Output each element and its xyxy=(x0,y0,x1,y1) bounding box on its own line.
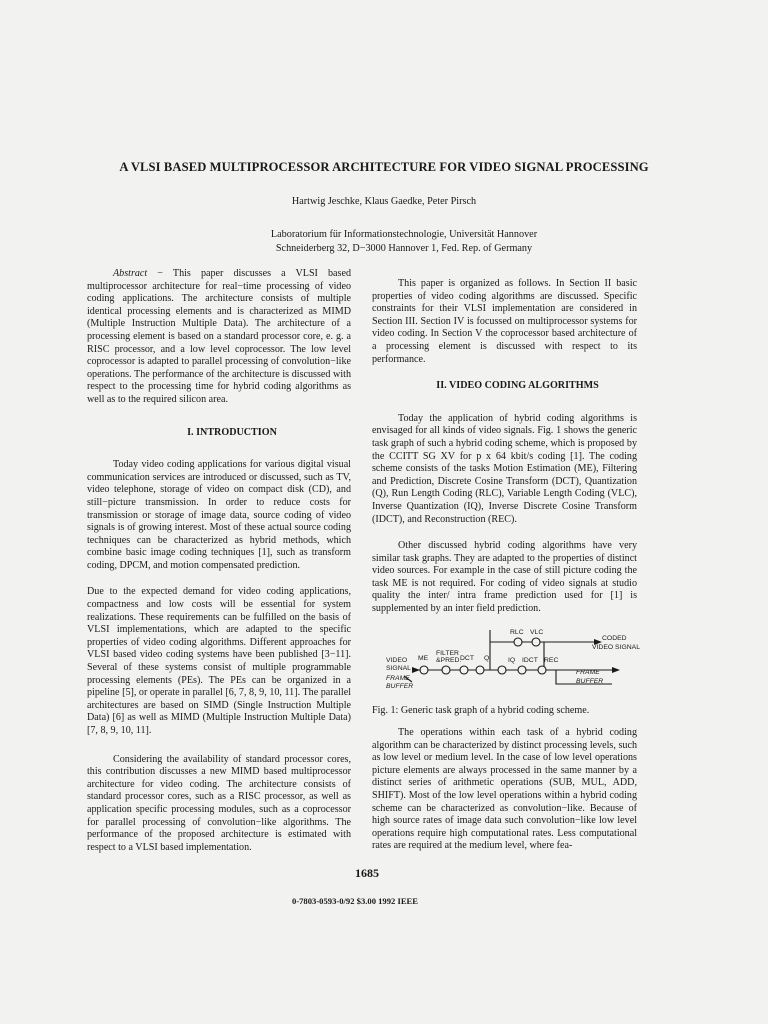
page-number: 1685 xyxy=(355,866,379,880)
copyright-line: 0-7803-0593-0/92 $3.00 1992 IEEE xyxy=(291,896,419,906)
figure-caption: Fig. 1: Generic task graph of a hybrid coding scheme. xyxy=(372,705,590,716)
node-rec xyxy=(538,666,546,674)
label-vlc: VLC xyxy=(530,629,544,636)
task-graph-diagram xyxy=(384,622,646,692)
label-coded-2: VIDEO SIGNAL xyxy=(592,644,640,651)
label-q: Q xyxy=(484,655,490,662)
affiliation-line-2: Schneiderberg 32, D−3000 Hannover 1, Fed. Rep. of Germany xyxy=(275,243,533,254)
paper-title: A VLSI BASED MULTIPROCESSOR ARCHITECTURE FOR VIDEO SIGNAL PROCESSING xyxy=(119,160,649,174)
section-heading-introduction: I. INTRODUCTION xyxy=(187,426,277,438)
label-frame-right: FRAME xyxy=(576,669,600,676)
intro-paragraph-3: Considering the availability of standard processor cores, this contribution discusses a new MIMD based multiprocessor architecture for video coding. The architecture consists of standard processor cores, such as a RISC processor, as well as application specific processing modules, such as a coprocessor for parallel processing of convolution−like algorithms. The performance of the proposed architecture is estimated with respect to a VLSI based implementation. xyxy=(87,753,351,853)
label-coded-1: CODED xyxy=(602,635,627,642)
node-filter xyxy=(442,666,450,674)
input-arrow-icon xyxy=(412,667,420,673)
intro-paragraph-2: Due to the expected demand for video coding applications, compactness and low costs will be essential for system realizations. These requirements can be fulfilled on the basis of VLSI implementations, which are adapted to the specific properties of video coding algorithms. Different approaches for VLSI based video coding systems have been published [3−11]. Several of these systems consist of multiple programmable processing elements (PEs). The PEs can be organized in a pipeline [5], or operate in parallel [6, 7, 8, 9, 10, 11]. The parallel architectures are based on SIMD (Single Instruction Multiple Data) [6] as well as MIMD (Multiple Instruction Multiple Data) [7, 8, 9, 10, 11]. xyxy=(87,586,351,736)
processing-levels-paragraph: The operations within each task of a hybrid coding algorithm can be characterized by distinct processing levels, such as low level or medium level. In the case of low level operations picture elements are always processed in the same manner by a distinct series of arithmetic operations (SUB, MUL, ADD, SHIFT). Most of the low level operations within a hybrid coding scheme can be characterized as convolution−like. Because of high source rates of image data such convolution−like low level operations require high computational rates. Less computational rates are required at the medium level, where fea- xyxy=(372,727,637,852)
label-buffer-right: BUFFER xyxy=(576,678,604,685)
label-rlc: RLC xyxy=(510,629,524,636)
label-video: VIDEO xyxy=(386,657,408,664)
output-arrow-icon xyxy=(612,667,620,673)
affiliation-line-1: Laboratorium für Informationstechnologie, Universität Hannover xyxy=(270,229,538,240)
video-coding-paragraph-2: Other discussed hybrid coding algorithms have very similar task graphs. They are adapted to the properties of distinct video sources. For example in the case of still picture coding the task ME is not required. For coding of video signals at studio quality the inter/ intra frame prediction used for [1] is supplemented by an inter field prediction. xyxy=(372,540,637,615)
abstract-label: Abstract xyxy=(113,268,148,279)
label-buffer-left: BUFFER xyxy=(386,683,414,690)
right-column-lower xyxy=(372,727,637,853)
abstract-paragraph xyxy=(87,268,351,407)
task-graph-figure xyxy=(384,622,646,692)
node-me xyxy=(420,666,428,674)
intro-paragraph-1: Today video coding applications for various digital visual communication services are introduced or discussed, such as TV, video telephone, storage of video on compact disk (CD), and still−picture transmission. In order to reduce costs for transmission or storage of image data, source coding of video signals is of growing interest. Most of these actual source coding techniques can be characterized as hybrid methods, which combine basic image coding techniques [1], such as transform coding, DPCM, and motion compensated prediction. xyxy=(87,459,351,571)
node-vlc xyxy=(532,638,540,646)
label-rec: REC xyxy=(544,657,559,664)
label-filter: FILTER xyxy=(436,650,459,657)
label-iq: IQ xyxy=(508,657,516,664)
node-rlc xyxy=(514,638,522,646)
organization-paragraph: This paper is organized as follows. In Section II basic properties of video coding algorithms are discussed. Specific constraints for their VLSI implementation are considered in Section III. Section IV is focussed on multiprocessor systems for video coding. In Section V the coprocessor based architecture of a processing element is discussed with respect to its performance. xyxy=(372,278,637,365)
video-coding-paragraph-1: Today the application of hybrid coding algorithms is envisaged for all kinds of video signals. Fig. 1 shows the generic task graph of such a hybrid coding scheme, which is proposed by the CCITT SG XV for p x 64 kbit/s coding [1]. The coding scheme consists of the tasks Motion Estimation (ME), Filtering and Prediction, Discrete Cosine Transform (DCT), Quantization (Q), Run Length Coding (RLC), Variable Length Coding (VLC), Inverse Quantization (IQ), Inverse Discrete Cosine Transform (IDCT), and Reconstruction (REC). xyxy=(372,412,637,525)
section-heading-video-coding: II. VIDEO CODING ALGORITHMS xyxy=(436,380,599,392)
abstract-text: − This paper discusses a VLSI based multiprocessor architecture for real−time processing of video coding applications. The architecture consists of multiple identical processing elements and is characterized as MIMD (Multiple Instruction Multiple Data). The architecture of a processing element is based on a standard processor core, e. g. a RISC processor, and a low level coprocessor. The low level coprocessor is adapted to parallel processing of convolution−like operations. The performance of the architecture is discussed with respect to the processing time for hybrid coding algorithms as well as to the required silicon area. xyxy=(87,268,351,405)
paper-authors: Hartwig Jeschke, Klaus Gaedke, Peter Pirsch xyxy=(291,196,477,207)
paper-affiliation xyxy=(0,228,768,256)
label-idct: IDCT xyxy=(522,657,538,664)
label-pred: &PRED. xyxy=(436,657,462,664)
node-idct xyxy=(518,666,526,674)
node-iq xyxy=(498,666,506,674)
label-frame-left: FRAME xyxy=(386,675,410,682)
left-column xyxy=(87,268,351,854)
node-q xyxy=(476,666,484,674)
right-column xyxy=(372,278,637,616)
label-me: ME xyxy=(418,655,429,662)
node-dct xyxy=(460,666,468,674)
label-dct: DCT xyxy=(460,655,474,662)
label-signal: SIGNAL xyxy=(386,665,411,672)
